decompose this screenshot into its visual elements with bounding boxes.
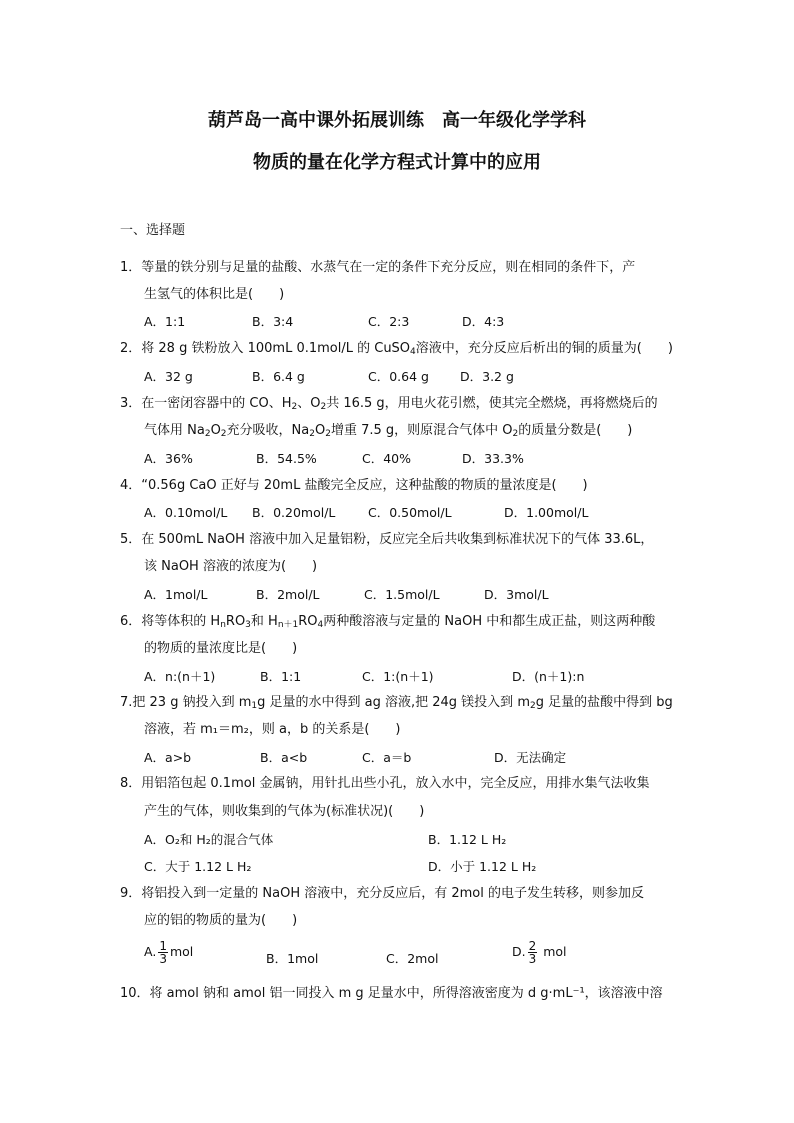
q9-option-d-label: D.: [512, 944, 526, 959]
q7-option-b: B．a<b: [260, 750, 308, 765]
q1-option-d: D．4:3: [462, 314, 505, 329]
q7-sub-2: 2: [529, 701, 536, 711]
q9-option-a-label: A.: [144, 944, 157, 959]
q5-option-a: A．1mol/L: [144, 587, 208, 602]
q8-option-d: D．小于 1.12 L H₂: [428, 859, 537, 874]
q3-text-d: 气体用 Na: [144, 423, 205, 438]
q6-sub-n1: n＋1: [277, 620, 299, 630]
q3-sub-5: 2: [309, 429, 315, 439]
q4-option-c: C．0.50mol/L: [368, 505, 452, 520]
section-heading: 一、选择题: [120, 223, 186, 238]
question-1-line2: 生氢气的体积比是( ): [144, 287, 285, 302]
question-6-line1: [120, 613, 655, 631]
q6-text-c: 和 H: [250, 614, 278, 629]
q6-option-c: C．1:(n＋1): [362, 669, 434, 684]
q3-option-b: B．54.5%: [256, 451, 317, 466]
q3-text-i: 的质量分数是( ): [518, 423, 633, 438]
q6-text-a: 6．将等体积的 H: [120, 614, 221, 629]
q7-option-a: A．a>b: [144, 750, 192, 765]
q6-sub-3: 3: [245, 620, 251, 630]
q8-option-b: B．1.12 L H₂: [428, 832, 507, 847]
q6-option-b: B．1:1: [260, 669, 302, 684]
question-7-line2: 溶液，若 m₁＝m₂，则 a，b 的关系是( ): [144, 722, 401, 737]
q3-text-e: O: [210, 423, 221, 438]
q3-option-c: C．40%: [362, 451, 412, 466]
q9-fraction-a: [158, 940, 168, 965]
q3-text-a: 3．在一密闭容器中的 CO、H: [120, 396, 292, 411]
q5-option-c: C．1.5mol/L: [364, 587, 440, 602]
q3-sub-7: 2: [512, 429, 519, 439]
question-8-line1: 8．用铝箔包起 0.1mol 金属钠，用针扎出些小孔，放入水中，完全反应，用排水集气法收集: [120, 776, 650, 791]
q2-option-d: D．3.2 g: [460, 369, 514, 384]
q3-text-h: 增重 7.5 g，则原混合气体中 O: [330, 423, 513, 438]
q4-option-a: A．0.10mol/L: [144, 505, 228, 520]
q9-option-d: [512, 940, 567, 965]
q6-text-e: 两种酸溶液与定量的 NaOH 中和都生成正盐，则这两种酸: [323, 614, 656, 629]
q4-option-b: B．0.20mol/L: [252, 505, 336, 520]
q9-option-c: C．2mol: [386, 951, 439, 966]
q8-option-a: A．O₂和 H₂的混合气体: [144, 832, 274, 847]
page-subtitle: 物质的量在化学方程式计算中的应用: [253, 152, 541, 173]
q3-sub-6: 2: [325, 429, 331, 439]
question-5-line2: 该 NaOH 溶液的浓度为( ): [144, 559, 318, 574]
q3-text-f: 充分吸收，Na: [226, 423, 310, 438]
q7-option-d: D．无法确定: [494, 750, 567, 765]
question-8-line2: 产生的气体，则收集到的气体为(标准状况)( ): [144, 804, 425, 819]
q9-option-a: [144, 940, 193, 965]
question-3-line2: [144, 422, 632, 440]
q1-option-b: B．3:4: [252, 314, 294, 329]
question-2-line1: [120, 340, 673, 358]
q9-option-d-unit: mol: [543, 944, 567, 959]
q7-sub-1: 1: [251, 701, 258, 711]
q6-option-d: D．(n＋1):n: [512, 669, 585, 684]
q6-text-d: RO: [298, 614, 318, 629]
question-7-line1: [120, 694, 673, 712]
q5-option-b: B．2mol/L: [256, 587, 320, 602]
q6-text-b: RO: [225, 614, 246, 629]
q7-text-c: g 足量的盐酸中得到 bg: [535, 695, 673, 710]
q4-option-d: D．1.00mol/L: [504, 505, 589, 520]
q9-fraction-d-num: 2: [528, 939, 537, 953]
q7-text-b: g 足量的水中得到 ag 溶液,把 24g 镁投入到 m: [257, 695, 530, 710]
q3-sub-1: 2: [291, 402, 298, 412]
q8-option-c: C．大于 1.12 L H₂: [144, 859, 252, 874]
question-10-line1: 10．将 amol 钠和 amol 铝一同投入 m g 足量水中，所得溶液密度为 d g·mL⁻¹，该溶液中溶: [120, 986, 663, 1001]
q3-text-g: O: [314, 423, 326, 438]
q2-sub: 4: [410, 347, 416, 357]
question-9-line2: 应的铝的物质的量为( ): [144, 913, 298, 928]
question-1-line1: 1．等量的铁分别与足量的盐酸、水蒸气在一定的条件下充分反应，则在相同的条件下，产: [120, 260, 636, 275]
q3-option-a: A．36%: [144, 451, 193, 466]
q9-fraction-d-den: 3: [528, 952, 537, 966]
q9-fraction-a-num: 1: [159, 939, 167, 953]
q7-text-a: 7.把 23 g 钠投入到 m: [120, 695, 252, 710]
q3-sub-3: 2: [204, 429, 211, 439]
q2-option-c: C．0.64 g: [368, 369, 429, 384]
q9-fraction-a-den: 3: [159, 952, 167, 966]
q1-option-c: C．2:3: [368, 314, 410, 329]
q3-option-d: D．33.3%: [462, 451, 524, 466]
question-9-line1: 9．将铝投入到一定量的 NaOH 溶液中，充分反应后，有 2mol 的电子发生转移，则参加反: [120, 886, 644, 901]
q3-sub-2: 2: [320, 402, 327, 412]
q5-option-d: D．3mol/L: [484, 587, 549, 602]
q7-option-c: C．a＝b: [362, 750, 412, 765]
question-5-line1: 5．在 500mL NaOH 溶液中加入足量铝粉，反应完全后共收集到标准状况下的气体 33.6L，: [120, 532, 654, 547]
q9-fraction-d: [528, 940, 538, 965]
q6-option-a: A．n:(n＋1): [144, 669, 216, 684]
question-3-line1: [120, 395, 658, 413]
q6-sub-4: 4: [317, 620, 324, 630]
question-4-line1: 4．“0.56g CaO 正好与 20mL 盐酸完全反应，这种盐酸的物质的量浓度是( ): [120, 478, 588, 493]
q9-option-b: B．1mol: [266, 951, 319, 966]
q3-text-c: 共 16.5 g，用电火花引燃，使其完全燃烧，再将燃烧后的: [326, 396, 658, 411]
q2-option-a: A．32 g: [144, 369, 193, 384]
q1-option-a: A．1:1: [144, 314, 186, 329]
q2-text-a: 2．将 28 g 铁粉放入 100mL 0.1mol/L 的 CuSO: [120, 341, 411, 356]
q2-text-b: 溶液中，充分反应后析出的铜的质量为( ): [415, 341, 673, 356]
q2-option-b: B．6.4 g: [252, 369, 305, 384]
q3-sub-4: 2: [220, 429, 227, 439]
question-6-line2: 的物质的量浓度比是( ): [144, 641, 298, 656]
q9-option-a-unit: mol: [169, 944, 194, 959]
page-title: 葫芦岛一高中课外拓展训练 高一年级化学学科: [208, 110, 586, 131]
q3-text-b: 、O: [297, 396, 321, 411]
q6-sub-n: n: [220, 620, 226, 630]
